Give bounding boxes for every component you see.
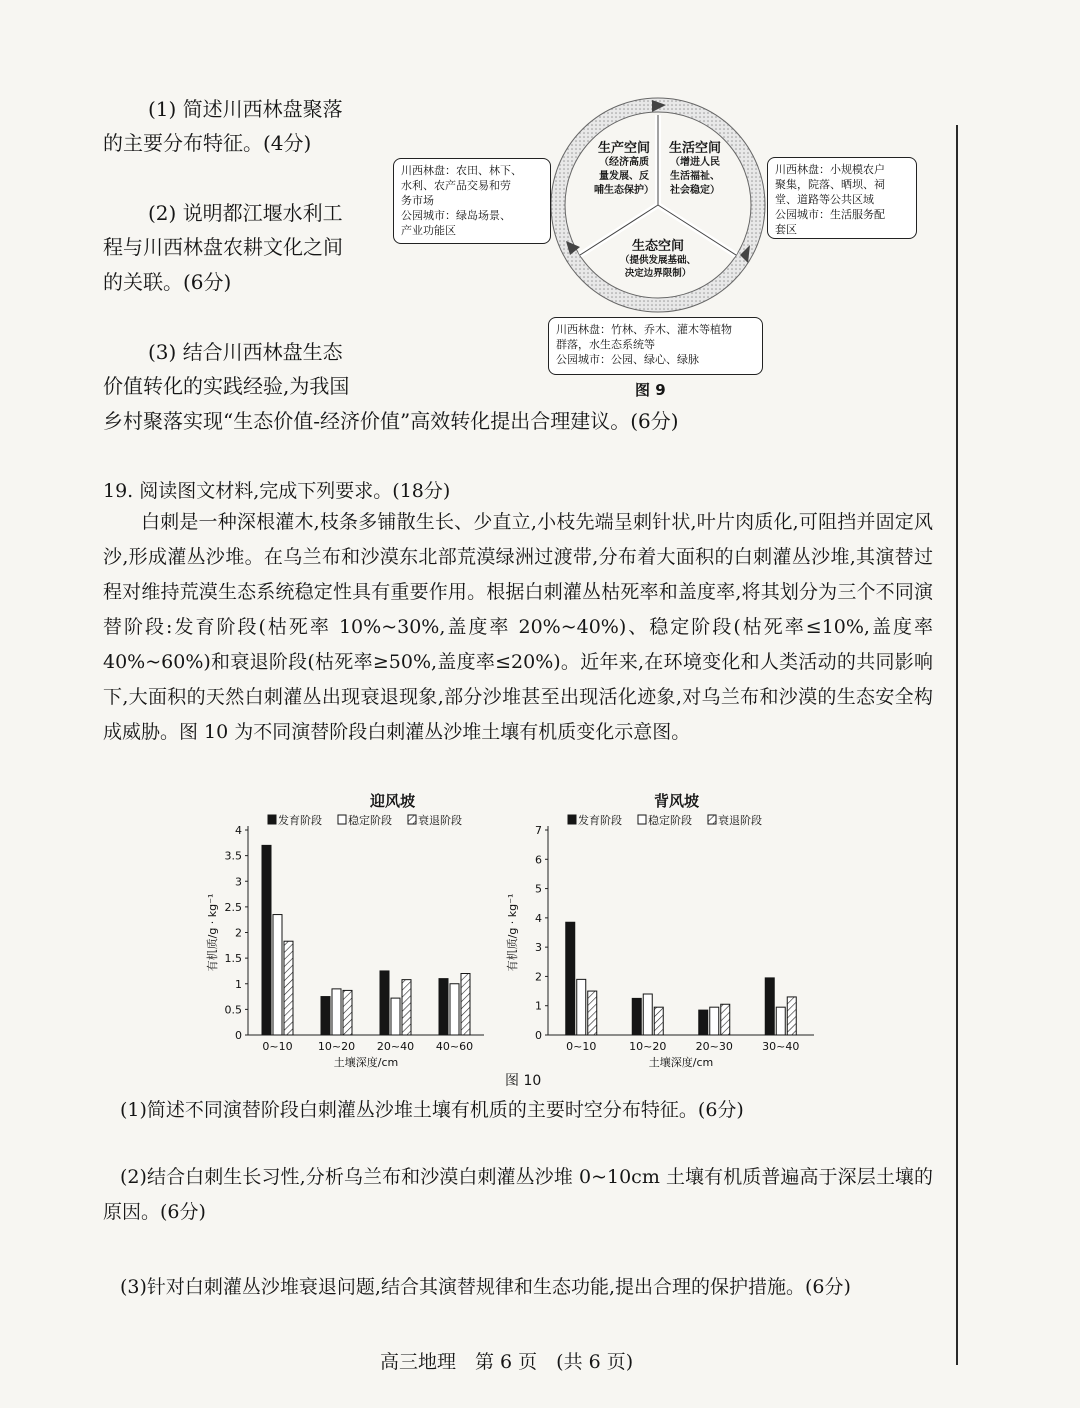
bar-稳定阶段-20~30 bbox=[710, 1007, 719, 1035]
box-left-line-1: 川西林盘：农田、林下、 bbox=[401, 164, 522, 177]
box-right-line-5: 套区 bbox=[775, 223, 797, 236]
legend-label: 发育阶段 bbox=[578, 814, 622, 827]
y-tick-label: 1 bbox=[535, 999, 542, 1013]
q18-part1-line2: 的主要分布特征。(4分) bbox=[103, 131, 312, 155]
box-right-line-2: 聚集，院落、晒坝、祠 bbox=[775, 178, 885, 191]
legend-swatch bbox=[708, 815, 716, 824]
x-tick-label: 20~40 bbox=[376, 1040, 415, 1053]
bar-发育阶段-0~10 bbox=[262, 845, 271, 1035]
living-desc-1: （增进人民 bbox=[670, 157, 720, 168]
living-desc-3: 社会稳定） bbox=[670, 185, 720, 196]
bar-稳定阶段-30~40 bbox=[776, 1007, 785, 1035]
q18-part2-line3: 的关联。(6分) bbox=[103, 270, 232, 294]
legend-label: 衰退阶段 bbox=[718, 814, 762, 827]
y-axis-label: 有机质/g · kg⁻¹ bbox=[206, 893, 219, 972]
box-bottom-line-1: 川西林盘：竹林、乔木、灌木等植物 bbox=[556, 323, 732, 336]
box-right-line-3: 堂、道路等公共区域 bbox=[775, 193, 874, 206]
y-tick-label: 0.5 bbox=[224, 1003, 242, 1017]
x-axis-label: 土壤深度/cm bbox=[648, 1056, 714, 1069]
y-tick-label: 0 bbox=[535, 1029, 542, 1042]
box-bottom-line-3: 公园城市：公园、绿心、绿脉 bbox=[556, 353, 699, 366]
box-right-line-4: 公园城市：生活服务配 bbox=[775, 208, 885, 221]
x-tick-label: 40~60 bbox=[435, 1040, 474, 1053]
bar-衰退阶段-40~60 bbox=[461, 974, 470, 1036]
y-tick-label: 6 bbox=[535, 853, 542, 867]
y-axis-label: 有机质/g · kg⁻¹ bbox=[506, 893, 519, 972]
ecology-space bbox=[598, 235, 718, 280]
fig9-box-bottom bbox=[548, 317, 763, 375]
y-tick-label: 2.5 bbox=[224, 900, 242, 914]
bar-稳定阶段-20~40 bbox=[391, 998, 400, 1035]
bar-稳定阶段-40~60 bbox=[450, 984, 459, 1035]
figure-9 bbox=[390, 95, 930, 405]
bar-发育阶段-40~60 bbox=[439, 979, 448, 1035]
y-tick-label: 7 bbox=[535, 824, 542, 837]
bar-发育阶段-10~20 bbox=[632, 998, 641, 1035]
q19-part3: (3)针对白刺灌丛沙堆衰退问题,结合其演替规律和生态功能,提出合理的保护措施。(6分) bbox=[120, 1276, 851, 1298]
y-tick-label: 1.5 bbox=[224, 952, 242, 966]
q19-header: 19. 阅读图文材料,完成下列要求。(18分) bbox=[103, 480, 451, 502]
q19-part1: (1)简述不同演替阶段白刺灌丛沙堆土壤有机质的主要时空分布特征。(6分) bbox=[120, 1099, 744, 1121]
chart1-title: 迎风坡 bbox=[370, 792, 416, 810]
bar-衰退阶段-10~20 bbox=[343, 990, 352, 1035]
bar-衰退阶段-20~40 bbox=[402, 980, 411, 1035]
bar-衰退阶段-30~40 bbox=[787, 997, 796, 1035]
q18-part3-line3: 乡村聚落实现“生态价值-经济价值”高效转化提出合理建议。(6分) bbox=[103, 409, 679, 433]
q18-part2-line2: 程与川西林盘农耕文化之间 bbox=[103, 235, 343, 259]
y-tick-label: 3 bbox=[535, 941, 542, 955]
x-tick-label: 20~30 bbox=[695, 1040, 733, 1053]
legend-label: 衰退阶段 bbox=[418, 814, 462, 827]
living-desc-2: 生活福祉、 bbox=[670, 171, 720, 182]
bar-发育阶段-20~30 bbox=[699, 1010, 708, 1035]
bar-稳定阶段-10~20 bbox=[332, 989, 341, 1035]
bar-发育阶段-0~10 bbox=[566, 922, 575, 1035]
q18-part3-line1: (3) 结合川西林盘生态 bbox=[148, 340, 343, 364]
bar-衰退阶段-0~10 bbox=[588, 991, 597, 1035]
y-tick-label: 4 bbox=[235, 824, 242, 837]
y-tick-label: 1 bbox=[235, 977, 242, 991]
ecology-title: 生态空间 bbox=[631, 239, 684, 254]
bar-衰退阶段-20~30 bbox=[721, 1004, 730, 1035]
q18-part2-line1: (2) 说明都江堰水利工 bbox=[148, 201, 343, 225]
y-tick-label: 3.5 bbox=[224, 849, 242, 863]
legend-swatch bbox=[408, 815, 416, 824]
legend-swatch bbox=[268, 815, 276, 824]
box-right-line-1: 川西林盘：小规模农户 bbox=[775, 163, 885, 176]
bar-稳定阶段-0~10 bbox=[577, 979, 586, 1035]
living-space bbox=[660, 137, 730, 198]
legend-swatch bbox=[638, 815, 646, 824]
x-tick-label: 0~10 bbox=[262, 1040, 293, 1053]
y-tick-label: 4 bbox=[535, 911, 542, 925]
bar-衰退阶段-10~20 bbox=[654, 1007, 663, 1035]
x-tick-label: 0~10 bbox=[566, 1040, 597, 1053]
legend-swatch bbox=[568, 815, 576, 824]
production-title: 生产空间 bbox=[597, 141, 650, 156]
page-footer: 高三地理 第 6 页 (共 6 页) bbox=[380, 1351, 634, 1373]
x-axis-label: 土壤深度/cm bbox=[333, 1056, 399, 1069]
bar-衰退阶段-0~10 bbox=[284, 941, 293, 1035]
y-tick-label: 3 bbox=[235, 875, 242, 889]
bar-发育阶段-20~40 bbox=[380, 971, 389, 1035]
bar-稳定阶段-10~20 bbox=[643, 994, 652, 1035]
box-left-line-2: 水利、农产品交易和劳 bbox=[401, 179, 511, 192]
box-left-line-3: 务市场 bbox=[401, 194, 434, 207]
bar-发育阶段-30~40 bbox=[765, 978, 774, 1035]
fig9-box-left bbox=[393, 158, 551, 244]
bar-发育阶段-10~20 bbox=[321, 997, 330, 1035]
q18-part1-line1: (1) 简述川西林盘聚落 bbox=[148, 97, 343, 121]
q19-material: 白刺是一种深根灌木,枝条多铺散生长、少直立,小枝先端呈刺针状,叶片肉质化,可阻挡并固定风沙,形成灌丛沙堆。在乌兰布和沙漠东北部荒漠绿洲过渡带,分布着大面积的白刺灌丛沙堆,其演替过程对维持荒漠生态系统稳定性具有重要作用。根据白刺灌丛枯死率和盖度率,将其划分为三个不同演替阶段:发育阶段(枯死率 10%~30%,盖度率 20%~40%)、稳定阶段(枯死率≤10%,盖度率 40%~60%)和衰退阶段(枯死率≥50%,盖度率≤20%)。近年来,在环境变化和人类活动的共同影响下,大面积的天然白刺灌丛出现衰退现象,部分沙堆甚至出现活化迹象,对乌兰布和沙漠的生态安全构成威胁。图 10 为不同演替阶段白刺灌丛沙堆土壤有机质变化示意图。 bbox=[103, 511, 933, 743]
chart2-title: 背风坡 bbox=[654, 792, 700, 810]
legend-label: 发育阶段 bbox=[278, 814, 322, 827]
box-left-line-5: 产业功能区 bbox=[401, 224, 456, 237]
q18-part3-line2: 价值转化的实践经验,为我国 bbox=[103, 374, 350, 398]
fig9-box-right bbox=[767, 157, 917, 239]
x-tick-label: 10~20 bbox=[629, 1040, 667, 1053]
production-desc-3: 哺生态保护） bbox=[594, 185, 654, 196]
x-tick-label: 10~20 bbox=[317, 1040, 356, 1053]
ecology-desc-2: 决定边界限制） bbox=[624, 268, 692, 279]
legend-label: 稳定阶段 bbox=[348, 814, 392, 827]
legend-label: 稳定阶段 bbox=[648, 814, 692, 827]
bar-稳定阶段-0~10 bbox=[273, 915, 282, 1035]
x-tick-label: 30~40 bbox=[762, 1040, 800, 1053]
chart-upwind bbox=[200, 810, 490, 1078]
chart-leeward bbox=[500, 810, 820, 1078]
y-tick-label: 0 bbox=[235, 1029, 242, 1042]
production-desc-1: （经济高质 bbox=[599, 157, 649, 168]
ecology-desc-1: （提供发展基础、 bbox=[619, 255, 696, 266]
y-tick-label: 2 bbox=[535, 970, 542, 984]
box-left-line-4: 公园城市：绿岛场景、 bbox=[401, 209, 511, 222]
production-desc-2: 量发展、反 bbox=[599, 171, 649, 182]
y-tick-label: 2 bbox=[235, 926, 242, 940]
production-space bbox=[588, 137, 660, 198]
q19-part2: (2)结合白刺生长习性,分析乌兰布和沙漠白刺灌丛沙堆 0~10cm 土壤有机质普遍高于深层土壤的原因。(6分) bbox=[103, 1166, 933, 1223]
fig9-caption: 图 9 bbox=[635, 381, 666, 399]
living-title: 生活空间 bbox=[668, 141, 721, 156]
legend-swatch bbox=[338, 815, 346, 824]
page-margin-rule bbox=[956, 125, 958, 1365]
y-tick-label: 5 bbox=[535, 882, 542, 896]
fig10-caption: 图 10 bbox=[505, 1073, 542, 1089]
box-bottom-line-2: 群落，水生态系统等 bbox=[556, 338, 655, 351]
